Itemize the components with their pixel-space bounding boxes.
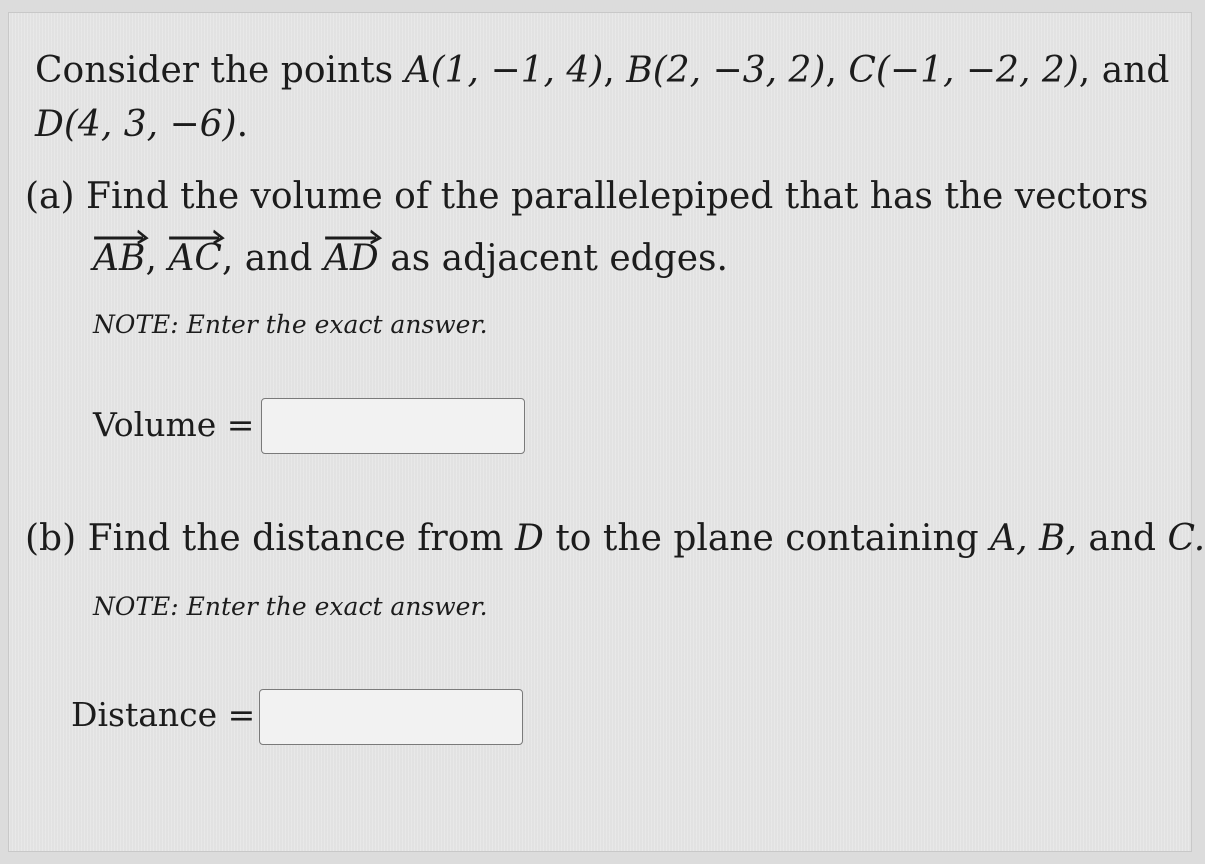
point-d: D(4, 3, −6) xyxy=(35,104,237,145)
volume-label: Volume = xyxy=(93,405,255,444)
point-a: A(1, −1, 4) xyxy=(404,50,604,91)
part-a-line-1 xyxy=(25,175,1148,219)
part-a-line-2: AB, AC, and AD as adjacent edges. xyxy=(93,237,728,281)
intro-and: and xyxy=(1101,50,1170,91)
part-a-tail: as adjacent edges. xyxy=(390,238,728,279)
part-a-note: NOTE: Enter the exact answer. xyxy=(93,310,488,339)
vector-arrow-icon xyxy=(324,229,381,243)
point-b: B(2, −3, 2) xyxy=(626,50,826,91)
part-b-text-before: Find the distance from xyxy=(87,518,504,559)
distance-input[interactable] xyxy=(259,689,523,745)
part-b-label: (b) xyxy=(25,518,77,559)
vector-ab-label: AB xyxy=(93,238,146,279)
vector-arrow-icon xyxy=(168,229,224,243)
vector-ad-label: AD xyxy=(323,238,379,279)
distance-label: Distance = xyxy=(71,695,256,734)
intro-text: Consider the points xyxy=(35,50,394,91)
part-b-point-d: D xyxy=(515,518,544,559)
vector-ac-label: AC xyxy=(168,238,222,279)
intro-period: . xyxy=(236,104,249,145)
vector-arrow-icon xyxy=(93,229,147,243)
part-b-text-after: to the plane containing xyxy=(555,518,979,559)
part-b-note: NOTE: Enter the exact answer. xyxy=(93,592,488,621)
problem-intro-line-2 xyxy=(35,103,248,147)
volume-input[interactable] xyxy=(261,398,525,454)
vector-ac xyxy=(168,237,222,281)
vector-ab xyxy=(93,237,145,281)
part-a-text: Find the volume of the parallelepiped that has the vectors xyxy=(86,176,1149,217)
vector-ad xyxy=(324,237,379,281)
part-b-and: and xyxy=(1088,518,1157,559)
problem-intro-line: Consider the points A(1, −1, 4), B(2, −3, 2), C(−1, −2, 2), and xyxy=(35,50,1170,91)
part-b-plane-points: A, B, xyxy=(990,518,1077,559)
part-a-label: (a) xyxy=(25,176,75,217)
part-b-line xyxy=(25,517,1205,561)
question-panel xyxy=(8,12,1205,852)
part-b-point-c: C. xyxy=(1167,518,1205,559)
point-c: C(−1, −2, 2) xyxy=(848,50,1079,91)
